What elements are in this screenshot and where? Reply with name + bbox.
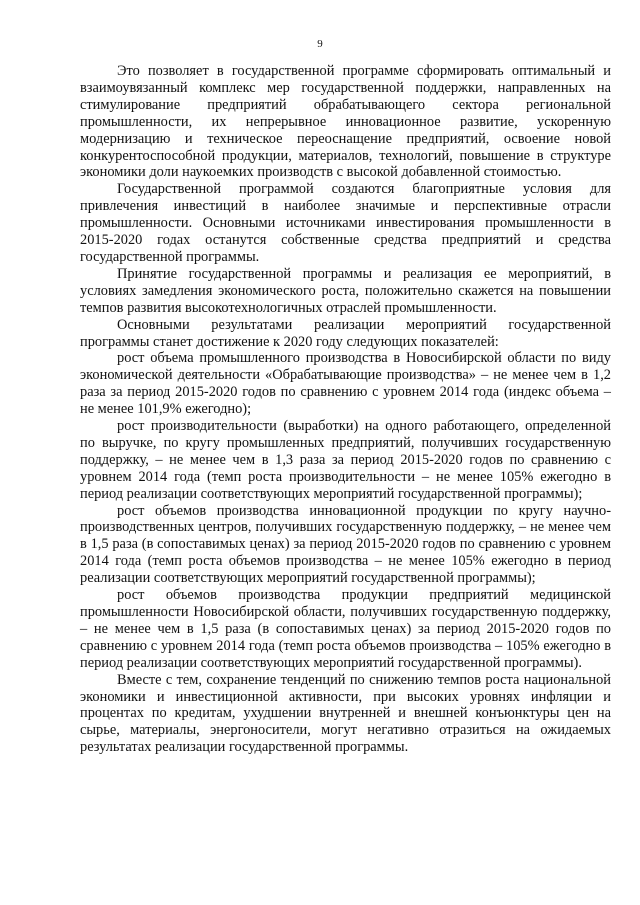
paragraph-indicator-industrial-output: рост объема промышленного производства в Новосибирской области по виду экономической деятельности «Обрабатывающие производства» – не менее чем в 1,2 раза за период 2015-2020 годов по сравнению с уровнем 2014 года (индекс объема – не менее 101,9% ежегодно); — [80, 350, 611, 418]
paragraph-investment: Государственной программой создаются благоприятные условия для привлечения инвестиций в наиболее значимые и перспективные отрасли промышленности. Основными источниками инвестирования промышленности в 2015-2020 годах останутся собственные средства предприятий и средства государственной программы. — [80, 181, 611, 265]
paragraph-indicator-medical: рост объемов производства продукции предприятий медицинской промышленности Новосибирской области, получивших государственную поддержку, – не менее чем в 1,5 раза (в сопоставимых ценах) за период 2015-2020 годов по сравнению с уровнем 2014 года (темп роста объемов производства – 105% ежегодно в период реализации соответствующих мероприятий государственной программы). — [80, 587, 611, 671]
body-text — [80, 63, 611, 756]
paragraph-adoption: Принятие государственной программы и реализация ее мероприятий, в условиях замедления экономического роста, положительно скажется на повышении темпов развития высокотехнологичных отраслей промышленности. — [80, 265, 611, 316]
page-number: 9 — [317, 38, 323, 50]
paragraph-risks: Вместе с тем, сохранение тенденций по снижению темпов роста национальной экономики и инвестиционной активности, при высоких уровнях инфляции и процентах по кредитам, ухудшении внутренней и внешней конъюнктуры цен на сырье, материалы, энергоносители, могут негативно отразиться на ожидаемых результатах реализации государственной программы. — [80, 671, 611, 756]
paragraph-indicator-innovation: рост объемов производства инновационной продукции по кругу научно-производственных центров, получивших государственную поддержку, – не менее чем в 1,5 раза (в сопоставимых ценах) за период 2015-2020 годов по сравнению с уровнем 2014 года (темп роста объемов производства – не менее 105% ежегодно в период реализации соответствующих мероприятий государственной программы); — [80, 502, 611, 587]
paragraph-results-intro: Основными результатами реализации мероприятий государственной программы станет достижение к 2020 году следующих показателей: — [80, 316, 611, 350]
paragraph-indicator-productivity: рост производительности (выработки) на одного работающего, определенной по выручке, по кругу промышленных предприятий, получивших государственную поддержку, – не менее чем в 1,3 раза за период 2015-2020 годов по сравнению с уровнем 2014 года (темп роста производительности – не менее 105% ежегодно в период реализации соответствующих мероприятий государственной программы); — [80, 418, 611, 502]
paragraph-intro: Это позволяет в государственной программе сформировать оптимальный и взаимоувязанный комплекс мер государственной поддержки, направленных на стимулирование предприятий обрабатывающего сектора региональной промышленности, их непрерывное инновационное развитие, ускоренную модернизацию и техническое переоснащение предприятий, освоение новой конкурентоспособной продукции, материалов, технологий, повышение в структуре экономики доли наукоемких производств с высокой добавленной стоимостью. — [80, 63, 611, 181]
